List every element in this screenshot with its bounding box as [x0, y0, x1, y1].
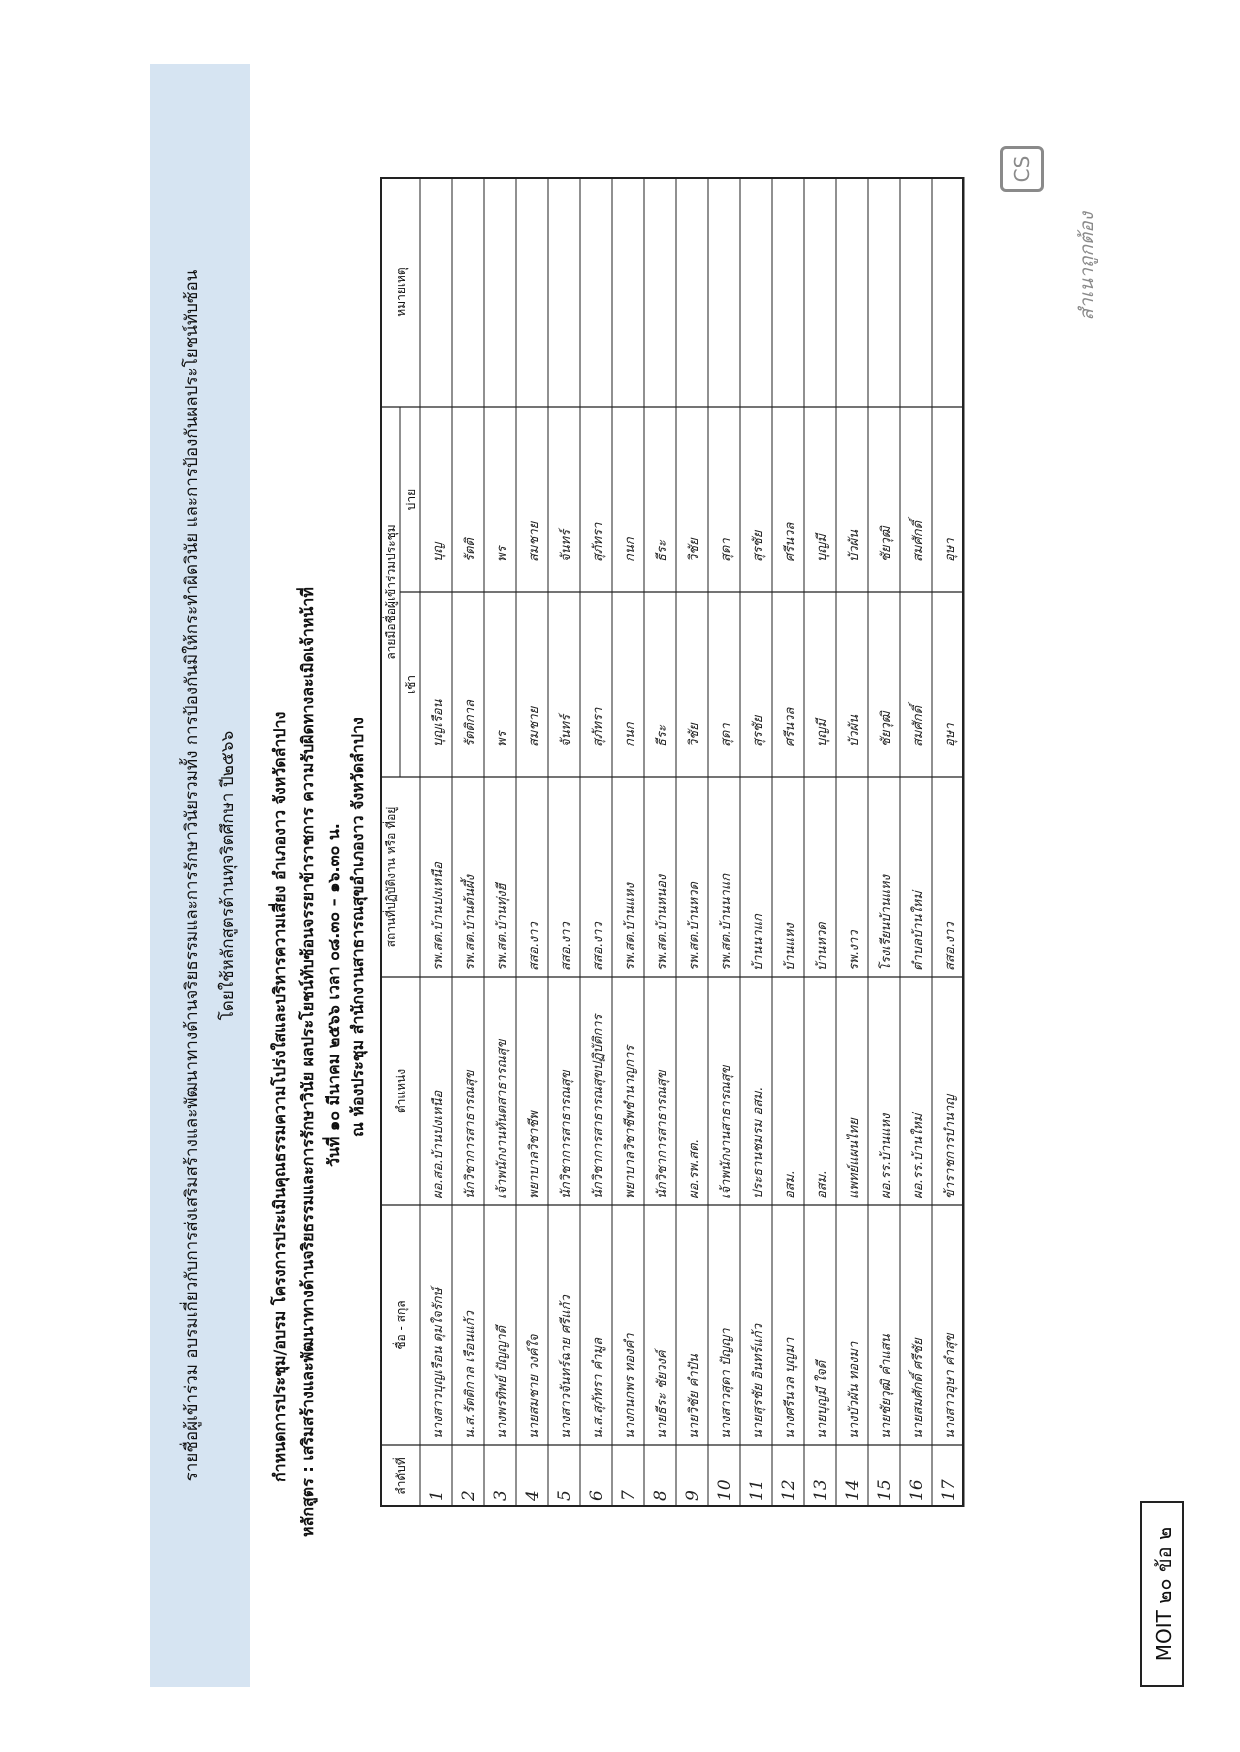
row-7-name: นางกนกพร ทองคำ: [623, 1333, 638, 1439]
row-17-pm: อุษา: [943, 538, 958, 562]
row-13-no: 13: [811, 1479, 831, 1501]
row-16-position: ผอ.รร.บ้านใหม่: [911, 1113, 926, 1199]
row-4-am: สมชาย: [527, 706, 542, 747]
row-2-name: น.ส.รัตติกาล เรือนแก้ว: [463, 1311, 478, 1439]
row-16-workplace: ตำบลบ้านใหม่: [911, 891, 926, 971]
row-13-position: อสม.: [815, 1170, 830, 1199]
row-5-position: นักวิชาการสาธารณสุข: [559, 1070, 574, 1199]
row-14-no: 14: [843, 1479, 863, 1501]
header-signature: ลายมือชื่อผู้เข้าร่วมประชุม: [384, 524, 398, 660]
venue-line: ณ ห้องประชุม สำนักงานสาธารณสุขอำเภองาว จังหวัดลำปาง: [348, 717, 367, 1137]
row-2-workplace: รพ.สต.บ้านต้นผึ้ง: [463, 875, 478, 971]
header-morning: เช้า: [404, 675, 418, 694]
header-position: ตำแหน่ง: [394, 1068, 408, 1114]
row-6-name: น.ส.สุภัทรา คำมูล: [591, 1337, 606, 1439]
scan-badge: CS: [1000, 146, 1044, 192]
row-7-workplace: รพ.สต.บ้านแหง: [623, 883, 638, 971]
row-6-no: 6: [587, 1490, 607, 1501]
row-12-position: อสม.: [783, 1170, 798, 1199]
row-1-name: นางสาวบุญเรือน ดุมใจรักษ์: [431, 1287, 446, 1439]
row-15-name: นายชัยวุฒิ คำแสน: [879, 1334, 894, 1439]
row-16-no: 16: [907, 1479, 927, 1501]
row-10-workplace: รพ.สต.บ้านนาแก: [719, 873, 734, 971]
row-9-workplace: รพ.สต.บ้านหวด: [687, 882, 702, 971]
header-name: ชื่อ - สกุล: [394, 1300, 408, 1350]
header-line-2: โดยใช้หลักสูตรต้านทุจริตศึกษา ปี๒๕๖๖: [218, 730, 238, 1021]
header-afternoon: บ่าย: [404, 488, 418, 511]
row-8-position: นักวิชาการสาธารณสุข: [655, 1070, 670, 1199]
row-16-pm: สมศักดิ์: [911, 520, 926, 562]
row-1-am: บุญเรือน: [431, 699, 446, 747]
row-3-no: 3: [491, 1490, 511, 1501]
row-6-workplace: สสอ.งาว: [591, 922, 606, 971]
attendance-table: [380, 177, 1035, 1507]
row-3-name: นางพรทิพย์ ปัญญาดี: [495, 1325, 510, 1439]
row-13-pm: บุญมี: [815, 534, 830, 562]
row-17-workplace: สสอ.งาว: [943, 922, 958, 971]
row-4-pm: สมชาย: [527, 521, 542, 562]
row-14-name: นางบัวผัน ทองมา: [847, 1341, 862, 1439]
row-1-workplace: รพ.สต.บ้านปงเหนือ: [431, 862, 446, 971]
row-15-pm: ชัยวุฒิ: [879, 526, 894, 562]
date-line: วันที่ ๑๐ มีนาคม ๒๕๖๖ เวลา ๐๘.๓๐ – ๑๖.๓๐ น.: [324, 823, 343, 1167]
row-9-position: ผอ.รพ.สต.: [687, 1139, 702, 1199]
row-8-pm: ธีระ: [655, 540, 670, 562]
row-6-position: นักวิชาการสาธารณสุขปฏิบัติการ: [591, 1014, 606, 1199]
row-2-am: รัตติกาล: [463, 699, 478, 747]
row-13-workplace: บ้านหวด: [815, 922, 830, 971]
row-17-name: นางสาวอุษา คำสุข: [943, 1333, 958, 1439]
row-14-workplace: รพ.งาว: [847, 930, 862, 971]
row-2-no: 2: [459, 1490, 479, 1501]
row-4-position: พยาบาลวิชาชีพ: [527, 1111, 542, 1199]
row-2-position: นักวิชาการสาธารณสุข: [463, 1070, 478, 1199]
row-5-am: จันทร์: [559, 714, 574, 747]
header-workplace: สถานที่ปฏิบัติงาน หรือ ที่อยู่: [384, 806, 398, 948]
row-10-pm: สุดา: [719, 538, 734, 562]
moit-tag: MOIT ๒๐ ข้อ ๒: [1140, 1501, 1184, 1687]
header-band: [150, 64, 250, 1687]
row-16-name: นายสมศักดิ์ ศรีชัย: [911, 1338, 926, 1439]
row-9-pm: วิชัย: [687, 538, 702, 562]
row-3-am: พร: [495, 731, 510, 747]
meeting-title: กำหนดการประชุม/อบรม โครงการประเมินคุณธรรมความโปร่งใสและบริหารความเสี่ยง อำเภองาว จังหวัดลำปาง: [270, 711, 289, 1482]
row-8-workplace: รพ.สต.บ้านหนอง: [655, 874, 670, 971]
row-17-no: 17: [939, 1479, 959, 1501]
row-7-am: กนก: [623, 722, 638, 747]
row-7-pm: กนก: [623, 537, 638, 562]
row-10-position: เจ้าพนักงานสาธารณสุข: [719, 1065, 734, 1199]
row-12-am: ศรีนวล: [783, 707, 798, 747]
row-5-workplace: สสอ.งาว: [559, 922, 574, 971]
row-4-workplace: สสอ.งาว: [527, 922, 542, 971]
row-14-position: แพทย์แผนไทย: [847, 1118, 862, 1199]
row-11-position: ประธานชมรม อสม.: [751, 1087, 766, 1199]
row-3-pm: พร: [495, 546, 510, 562]
row-8-name: นายธีระ ชัยวงค์: [655, 1350, 670, 1439]
row-11-pm: สุรชัย: [751, 530, 766, 562]
row-15-no: 15: [875, 1479, 895, 1501]
header-line-1: รายชื่อผู้เข้าร่วม อบรมเกี่ยวกับการส่งเสริมสร้างและพัฒนาทางด้านจริยธรรมและการรักษาวินัยรวมทั้ง การป้องกันมิให้กระทำผิดวินัย และการป้องกันผลประโยชน์ทับซ้อน: [182, 269, 202, 1482]
row-9-no: 9: [683, 1490, 703, 1501]
row-14-am: บัวผัน: [847, 714, 862, 747]
row-3-workplace: รพ.สต.บ้านทุ่งฮี: [495, 883, 510, 971]
row-12-workplace: บ้านแหง: [783, 923, 798, 971]
header-note: หมายเหตุ: [394, 267, 408, 317]
row-11-no: 11: [747, 1479, 767, 1501]
row-17-am: อุษา: [943, 723, 958, 747]
row-11-workplace: บ้านนาแก: [751, 914, 766, 971]
row-8-no: 8: [651, 1490, 671, 1501]
row-1-pm: บุญ: [431, 542, 446, 562]
row-14-pm: บัวผัน: [847, 529, 862, 562]
row-15-workplace: โรงเรียนบ้านแหง: [879, 875, 894, 971]
course-line: หลักสูตร : เสริมสร้างและพัฒนาทางด้านจริยธรรมและการรักษาวินัย ผลประโยชน์ทับซ้อนจรรยาข้าราชการ ความรับผิดทางละเมิดเจ้าหน้าที่: [298, 587, 317, 1537]
row-12-no: 12: [779, 1479, 799, 1501]
row-13-name: นายบุญมี ใจดี: [815, 1360, 830, 1439]
row-10-name: นางสาวสุดา ปัญญา: [719, 1328, 734, 1439]
row-2-pm: รัตติ: [463, 538, 478, 562]
row-12-name: นางศรีนวล บุญมา: [783, 1337, 798, 1439]
row-10-no: 10: [715, 1479, 735, 1501]
row-17-position: ข้าราชการบำนาญ: [943, 1094, 958, 1199]
row-15-position: ผอ.รร.บ้านแหง: [879, 1113, 894, 1199]
row-7-position: พยาบาลวิชาชีพชำนาญการ: [623, 1045, 638, 1199]
row-1-no: 1: [427, 1490, 447, 1501]
row-16-am: สมศักดิ์: [911, 705, 926, 747]
row-4-no: 4: [523, 1490, 543, 1501]
row-11-am: สุรชัย: [751, 715, 766, 747]
row-15-am: ชัยวุฒิ: [879, 711, 894, 747]
row-6-am: สุภัทรา: [591, 707, 606, 747]
row-9-am: วิชัย: [687, 723, 702, 747]
header-no: ลำดับที่: [394, 1457, 408, 1495]
row-11-name: นายสุรชัย อินทร์แก้ว: [751, 1323, 766, 1439]
row-5-name: นางสาวจันทร์ฉาย ศรีแก้ว: [559, 1295, 574, 1439]
row-5-pm: จันทร์: [559, 529, 574, 562]
row-9-name: นายวิชัย คำปัน: [687, 1354, 702, 1439]
row-7-no: 7: [619, 1490, 639, 1501]
row-5-no: 5: [555, 1490, 575, 1501]
row-10-am: สุดา: [719, 723, 734, 747]
row-4-name: นายสมชาย วงค์ใจ: [527, 1334, 542, 1439]
row-3-position: เจ้าพนักงานทันตสาธารณสุข: [495, 1039, 510, 1199]
row-6-pm: สุภัทรา: [591, 522, 606, 562]
certified-copy-text: สำเนาถูกต้อง: [1076, 212, 1098, 321]
row-12-pm: ศรีนวล: [783, 522, 798, 562]
row-1-position: ผอ.สอ.บ้านปงเหนือ: [431, 1090, 446, 1199]
row-8-am: ธีระ: [655, 725, 670, 747]
row-13-am: บุญมี: [815, 719, 830, 747]
